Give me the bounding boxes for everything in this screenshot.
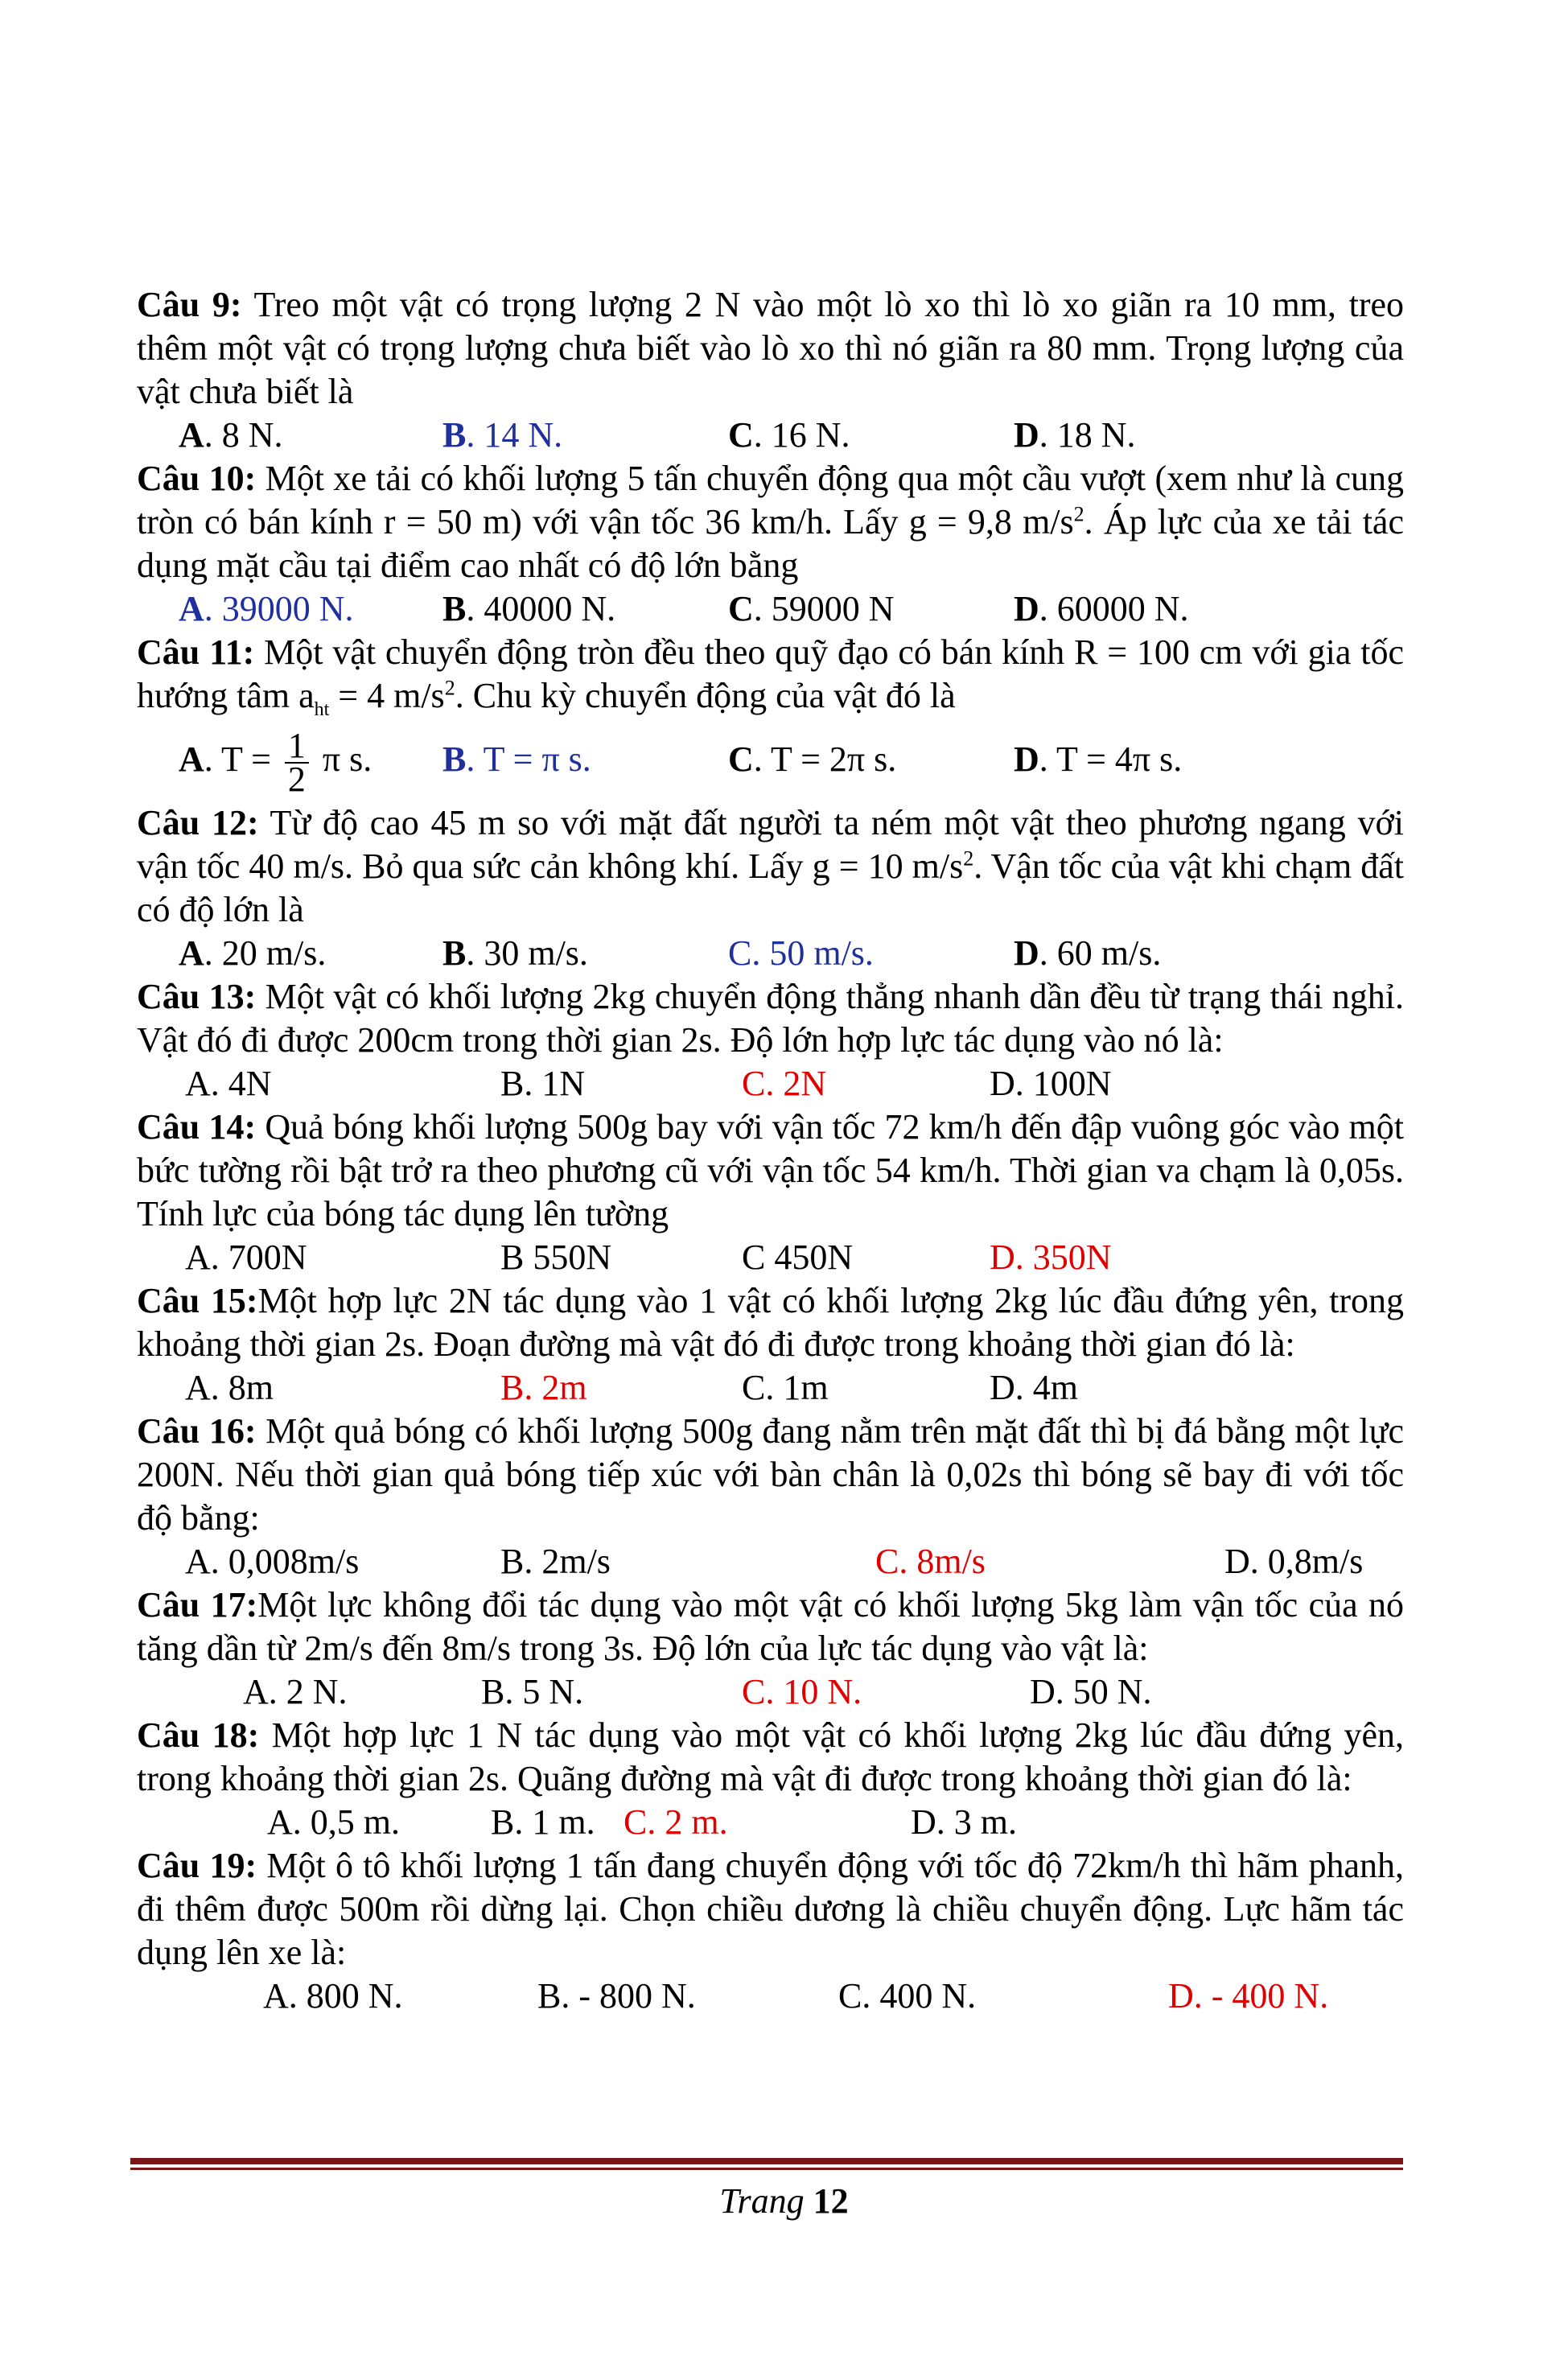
footer-rule-thick — [130, 2158, 1403, 2164]
option-c: C. 16 N. — [728, 415, 850, 455]
options-row — [137, 1236, 1404, 1279]
question-18: Câu 18: Một hợp lực 1 N tác dụng vào một vật có khối lượng 2kg lúc đầu đứng yên, trong khoảng thời gian 2s. Quãng đường mà vật đi được trong khoảng thời gian đó là: — [137, 1715, 1405, 1798]
option-c: C. 400 N. — [838, 1976, 977, 2016]
option-a: A. 800 N. — [263, 1976, 403, 2016]
question-label: Câu 15: — [137, 1281, 258, 1320]
option-a: A. 0,008m/s — [185, 1542, 360, 1581]
options-row — [137, 587, 1404, 631]
option-b: B. 1 m. — [491, 1802, 595, 1842]
option-d: D. 0,8m/s — [1224, 1542, 1364, 1581]
option-a: A. 8m — [185, 1368, 274, 1407]
option-a: A. 8 N. — [179, 415, 283, 455]
question-list — [137, 283, 1404, 2018]
question-17: Câu 17:Một lực không đổi tác dụng vào một vật có khối lượng 5kg làm vận tốc của nó tăng dần từ 2m/s đến 8m/s trong 3s. Độ lớn của lực tác dụng vào vật là: — [137, 1585, 1404, 1668]
option-d: D. T = 4π s. — [1014, 739, 1183, 779]
question-12: Câu 12: Từ độ cao 45 m so với mặt đất người ta ném một vật theo phương ngang với vận tốc 40 m/s. Bỏ qua sức cản không khí. Lấy g = 10 $m/s^2$. Vận tốc của vật khi chạm đất có độ lớn là — [137, 803, 1405, 929]
option-d: D. 350N — [990, 1237, 1112, 1277]
question-label: Câu 13: — [137, 977, 257, 1016]
option-c: C. 8m/s — [875, 1542, 986, 1581]
question-label: Câu 17: — [137, 1585, 258, 1624]
option-c: C. 10 N. — [742, 1672, 862, 1711]
option-b: B. 40000 N. — [442, 589, 616, 628]
options-row — [137, 414, 1404, 457]
option-c: C 450N — [742, 1237, 854, 1277]
option-d: D. 4m — [990, 1368, 1078, 1407]
option-a: A. T = $\frac{1}{2}$ π s. — [179, 725, 372, 799]
options-row — [137, 1975, 1404, 2018]
option-d: D. 50 N. — [1030, 1672, 1152, 1711]
question-label: Câu 18: — [137, 1715, 260, 1755]
question-13: Câu 13: Một vật có khối lượng 2kg chuyển động thẳng nhanh dần đều từ trạng thái nghỉ. Vật đó đi được 200cm trong thời gian 2s. Độ lớn hợp lực tác dụng vào nó là: — [137, 977, 1404, 1060]
footer-prefix: Trang — [719, 2181, 813, 2221]
option-b: B. 14 N. — [442, 415, 563, 455]
question-11: Câu 11: Một vật chuyển động tròn đều theo quỹ đạo có bán kính R = 100 cm với gia tốc hướng tâm $a_{ht} = 4$ $m/s^2$. Chu kỳ chuyển động của vật đó là — [137, 632, 1404, 720]
option-b: B. T = π s. — [442, 739, 591, 779]
options-row — [137, 1366, 1404, 1410]
options-row — [137, 932, 1404, 975]
option-c: C. 2 m. — [623, 1802, 728, 1842]
option-a: A. 2 N. — [243, 1672, 348, 1711]
option-d: D. - 400 N. — [1168, 1976, 1329, 2016]
page-footer — [0, 2180, 1568, 2222]
question-label: Câu 10: — [137, 459, 257, 498]
option-d: D. 3 m. — [911, 1802, 1017, 1842]
question-label: Câu 12: — [137, 803, 259, 842]
option-b: B. 5 N. — [481, 1672, 584, 1711]
question-16: Câu 16: Một quả bóng có khối lượng 500g đang nằm trên mặt đất thì bị đá bằng một lực 200N. Nếu thời gian quả bóng tiếp xúc với bàn chân là 0,02s thì bóng sẽ bay đi với tốc độ bằng: — [137, 1411, 1404, 1538]
option-b: B. 2m/s — [500, 1542, 611, 1581]
question-15: Câu 15:Một hợp lực 2N tác dụng vào 1 vật có khối lượng 2kg lúc đầu đứng yên, trong khoảng thời gian 2s. Đoạn đường mà vật đó đi được trong khoảng thời gian đó là: — [137, 1281, 1404, 1364]
options-row — [137, 1801, 1404, 1844]
question-label: Câu 9: — [137, 285, 242, 324]
option-a: A. 39000 N. — [179, 589, 354, 628]
option-a: A. 0,5 m. — [267, 1802, 400, 1842]
question-9 — [137, 283, 1404, 414]
option-c: C. 59000 N — [728, 589, 895, 628]
question-label: Câu 14: — [137, 1107, 257, 1147]
option-d: D. 100N — [990, 1064, 1112, 1103]
question-label: Câu 16: — [137, 1411, 257, 1451]
footer-rule-thin — [130, 2168, 1403, 2170]
option-b: B. - 800 N. — [537, 1976, 696, 2016]
fraction: $\frac{1}{2}$ — [285, 730, 309, 796]
option-c: C. T = 2π s. — [728, 739, 897, 779]
option-d: D. 60 m/s. — [1014, 933, 1162, 973]
option-d: D. 60000 N. — [1014, 589, 1189, 628]
question-label: Câu 11: — [137, 632, 255, 672]
option-d: D. 18 N. — [1014, 415, 1136, 455]
option-b: B. 1N — [500, 1064, 586, 1103]
option-c: C. 2N — [742, 1064, 827, 1103]
question-14: Câu 14: Quả bóng khối lượng 500g bay với vận tốc 72 km/h đến đập vuông góc vào một bức tường rồi bật trở ra theo phương cũ với vận tốc 54 km/h. Thời gian va chạm là 0,05s. Tính lực của bóng tác dụng lên tường — [137, 1107, 1404, 1233]
options-row — [137, 1540, 1404, 1583]
option-b: B 550N — [500, 1237, 612, 1277]
options-row — [137, 718, 1404, 801]
options-row — [137, 1670, 1404, 1714]
question-label: Câu 19: — [137, 1846, 257, 1885]
option-b: B. 30 m/s. — [442, 933, 588, 973]
page-number: 12 — [813, 2181, 849, 2221]
question-19: Câu 19: Một ô tô khối lượng 1 tấn đang chuyển động với tốc độ 72km/h thì hãm phanh, đi thêm được 500m rồi dừng lại. Chọn chiều dương là chiều chuyển động. Lực hãm tác dụng lên xe là: — [137, 1846, 1405, 1972]
question-10: Câu 10: Một xe tải có khối lượng 5 tấn chuyển động qua một cầu vượt (xem như là cung tròn có bán kính r = 50 m) với vận tốc 36 km/h. Lấy g = 9,8 $m/s^2$. Áp lực của xe tải tác dụng mặt cầu tại điểm cao nhất có độ lớn bằng — [137, 459, 1404, 585]
question-text: Treo một vật có trọng lượng 2 N vào một lò xo thì lò xo giãn ra 10 mm, treo thêm một vật có trọng lượng chưa biết vào lò xo thì nó giãn ra 80 mm. Trọng lượng của vật chưa biết là — [137, 285, 1405, 411]
option-a: A. 700N — [185, 1237, 307, 1277]
option-b: B. 2m — [500, 1368, 587, 1407]
option-a: A. 20 m/s. — [179, 933, 327, 973]
options-row — [137, 1062, 1404, 1106]
option-c: C. 1m — [742, 1368, 829, 1407]
option-c: C. 50 m/s. — [728, 933, 874, 973]
option-a: A. 4N — [185, 1064, 272, 1103]
